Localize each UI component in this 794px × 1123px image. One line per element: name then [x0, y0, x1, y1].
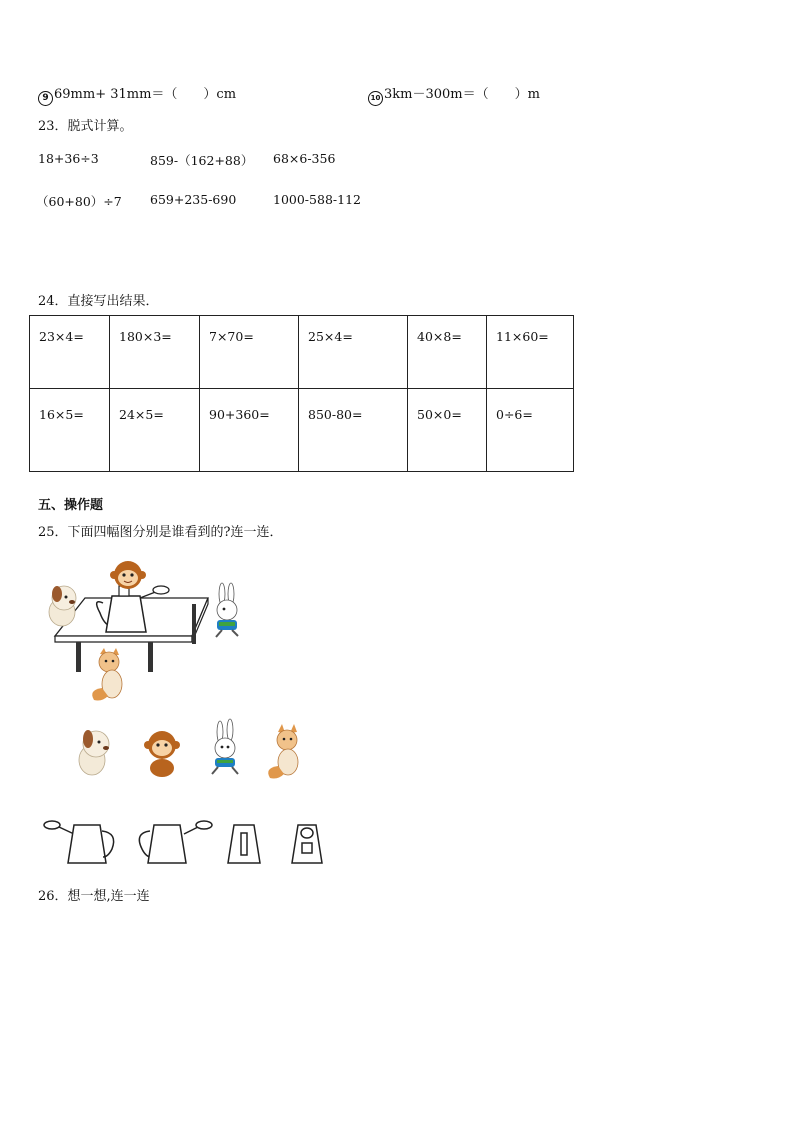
monkey-icon	[144, 731, 180, 777]
q23-title: 23．脱式计算。	[38, 119, 133, 134]
dog-icon	[79, 730, 109, 775]
table-scene	[40, 558, 260, 708]
q23-expr: 18+36÷3	[38, 151, 99, 166]
kettle-back-view-icon	[228, 825, 260, 863]
q22-item-10	[368, 83, 540, 106]
table-cell: 7×70=	[200, 316, 299, 389]
item-text: 69mm+ 31mm＝（ ）cm	[54, 87, 237, 102]
table-cell: 850-80=	[299, 389, 408, 472]
rabbit-icon	[216, 583, 238, 637]
cat-icon	[92, 648, 122, 701]
table-cell: 180×3=	[110, 316, 200, 389]
q26-title: 26．想一想,连一连	[38, 889, 150, 904]
dog-icon	[49, 586, 76, 626]
item-number: 9	[38, 91, 53, 106]
q23-expr: 68×6-356	[273, 151, 336, 166]
table-cell: 25×4=	[299, 316, 408, 389]
item-text: 3km－300m＝（ ）m	[384, 87, 540, 102]
q23-expr: （60+80）÷7	[36, 194, 122, 209]
table-cell: 90+360=	[200, 389, 299, 472]
q23-expr: 1000-588-112	[273, 192, 361, 207]
table-cell: 11×60=	[487, 316, 574, 389]
q24-title: 24．直接写出结果．	[38, 294, 159, 309]
section-title: 五、操作题	[38, 498, 104, 513]
table-cell: 0÷6=	[487, 389, 574, 472]
kettle-left-view-icon	[44, 821, 114, 863]
view-row	[40, 815, 330, 871]
cat-icon	[268, 724, 298, 779]
rabbit-icon	[212, 719, 238, 774]
kettle-front-view-icon	[292, 825, 322, 863]
q22-item-9	[38, 83, 236, 106]
item-number: 10	[368, 91, 383, 106]
kettle-right-view-icon	[139, 821, 212, 863]
q25-title: 25．下面四幅图分别是谁看到的?连一连．	[38, 525, 283, 540]
table-row	[30, 316, 574, 389]
animal-row	[72, 722, 312, 782]
q23-expr: 859-（162+88）	[150, 153, 254, 168]
q23-expr: 659+235-690	[150, 192, 237, 207]
table-row	[30, 389, 574, 472]
table-cell: 50×0=	[408, 389, 487, 472]
table-cell: 24×5=	[110, 389, 200, 472]
table-cell: 23×4=	[30, 316, 110, 389]
table-cell: 16×5=	[30, 389, 110, 472]
table-cell: 40×8=	[408, 316, 487, 389]
monkey-icon	[110, 561, 146, 589]
q24-table	[29, 315, 574, 472]
